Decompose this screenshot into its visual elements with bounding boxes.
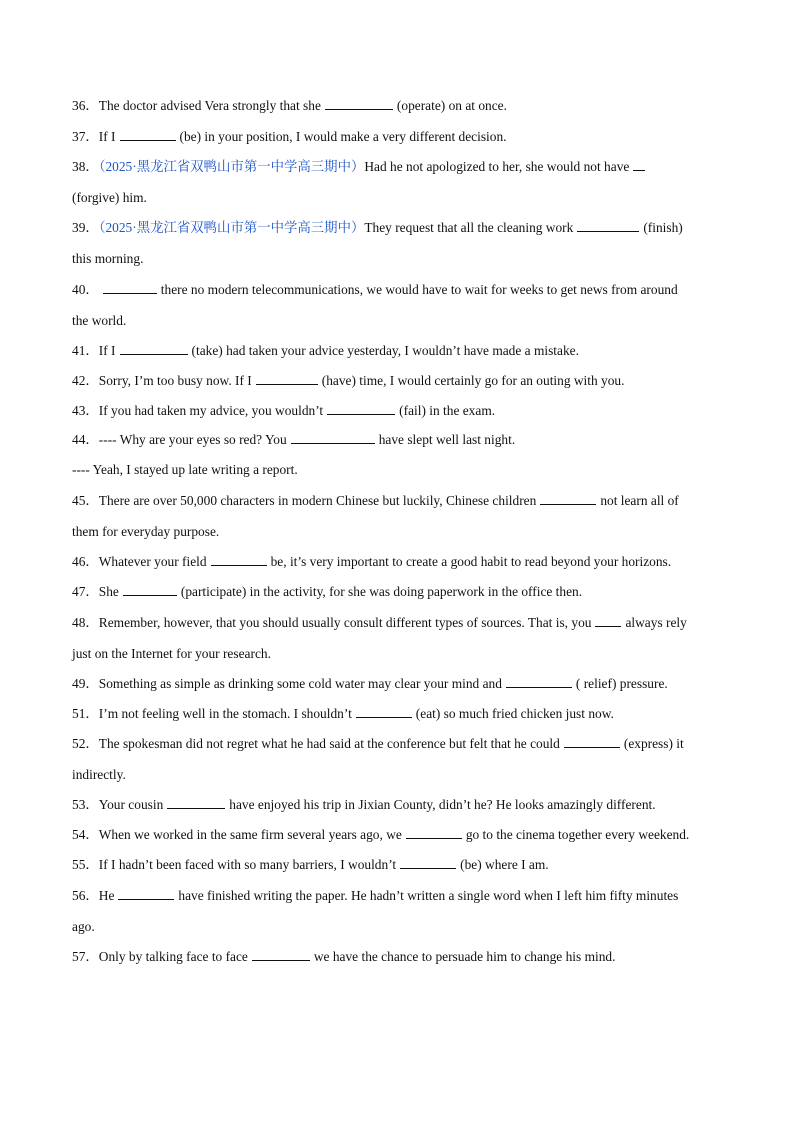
- answer-blank[interactable]: [252, 948, 310, 961]
- question-38: 38．（2025·黑龙江省双鸭山市第一中学高三期中）Had he not apologized to her, she would not have (forgive) him.: [72, 151, 732, 213]
- answer-blank[interactable]: [595, 614, 621, 627]
- question-42: 42．Sorry, I’m too busy now. If I (have) time, I would certainly go for an outing with you.: [72, 373, 625, 388]
- question-45: 45．There are over 50,000 characters in modern Chinese but luckily, Chinese children not learn all of them for everyday purpose.: [72, 493, 679, 539]
- answer-blank[interactable]: [327, 402, 395, 415]
- question-49: 49．Something as simple as drinking some cold water may clear your mind and ( relief) pressure.: [72, 676, 668, 691]
- question-54: 54．When we worked in the same firm several years ago, we go to the cinema together every weekend.: [72, 827, 690, 842]
- source-note: （2025·黑龙江省双鸭山市第一中学高三期中）: [98, 220, 365, 235]
- answer-blank[interactable]: [120, 128, 176, 141]
- answer-blank[interactable]: [103, 281, 157, 294]
- question-40: 40． there no modern telecommunications, we would have to wait for weeks to get news from around the world.: [72, 282, 678, 328]
- answer-blank[interactable]: [256, 372, 318, 385]
- answer-blank[interactable]: [577, 219, 639, 232]
- answer-blank[interactable]: [291, 431, 375, 444]
- question-51: 51．I’m not feeling well in the stomach. I shouldn’t (eat) so much fried chicken just now.: [72, 706, 614, 721]
- question-41: 41．If I (take) had taken your advice yesterday, I wouldn’t have made a mistake.: [72, 343, 579, 358]
- question-37: 37．If I (be) in your position, I would make a very different decision.: [72, 129, 507, 144]
- question-44: 44．---- Why are your eyes so red? You have slept well last night. ---- Yeah, I stayed up late writing a report.: [72, 432, 516, 477]
- answer-blank[interactable]: [633, 158, 645, 171]
- answer-blank[interactable]: [123, 583, 177, 596]
- answer-blank[interactable]: [564, 735, 620, 748]
- answer-blank[interactable]: [325, 97, 393, 110]
- question-53: 53．Your cousin have enjoyed his trip in Jixian County, didn’t he? He looks amazingly different.: [72, 797, 656, 812]
- question-39: 39．（2025·黑龙江省双鸭山市第一中学高三期中）They request that all the cleaning work (finish) this morning.: [72, 220, 683, 266]
- question-48: 48．Remember, however, that you should usually consult different types of sources. That is, you always rely just on the Internet for your research.: [72, 615, 687, 661]
- answer-blank[interactable]: [400, 856, 456, 869]
- question-57: 57．Only by talking face to face we have the chance to persuade him to change his mind.: [72, 949, 616, 964]
- answer-blank[interactable]: [211, 553, 267, 566]
- question-46: 46．Whatever your field be, it’s very important to create a good habit to read beyond your horizons.: [72, 554, 672, 569]
- answer-blank[interactable]: [118, 887, 174, 900]
- answer-blank[interactable]: [406, 826, 462, 839]
- answer-blank[interactable]: [540, 492, 596, 505]
- question-56: 56．He have finished writing the paper. He hadn’t written a single word when I left him fifty minutes ago.: [72, 888, 679, 934]
- question-43: 43．If you had taken my advice, you wouldn’t (fail) in the exam.: [72, 403, 496, 418]
- question-55: 55．If I hadn’t been faced with so many barriers, I wouldn’t (be) where I am.: [72, 857, 549, 872]
- question-36: 36．The doctor advised Vera strongly that she (operate) on at once.: [72, 98, 507, 113]
- source-note: （2025·黑龙江省双鸭山市第一中学高三期中）: [98, 159, 365, 174]
- question-52: 52．The spokesman did not regret what he had said at the conference but felt that he could (express) it indirectly.: [72, 736, 684, 782]
- answer-blank[interactable]: [120, 342, 188, 355]
- answer-blank[interactable]: [356, 705, 412, 718]
- question-47: 47．She (participate) in the activity, for she was doing paperwork in the office then.: [72, 584, 583, 599]
- answer-blank[interactable]: [167, 796, 225, 809]
- answer-blank[interactable]: [506, 675, 572, 688]
